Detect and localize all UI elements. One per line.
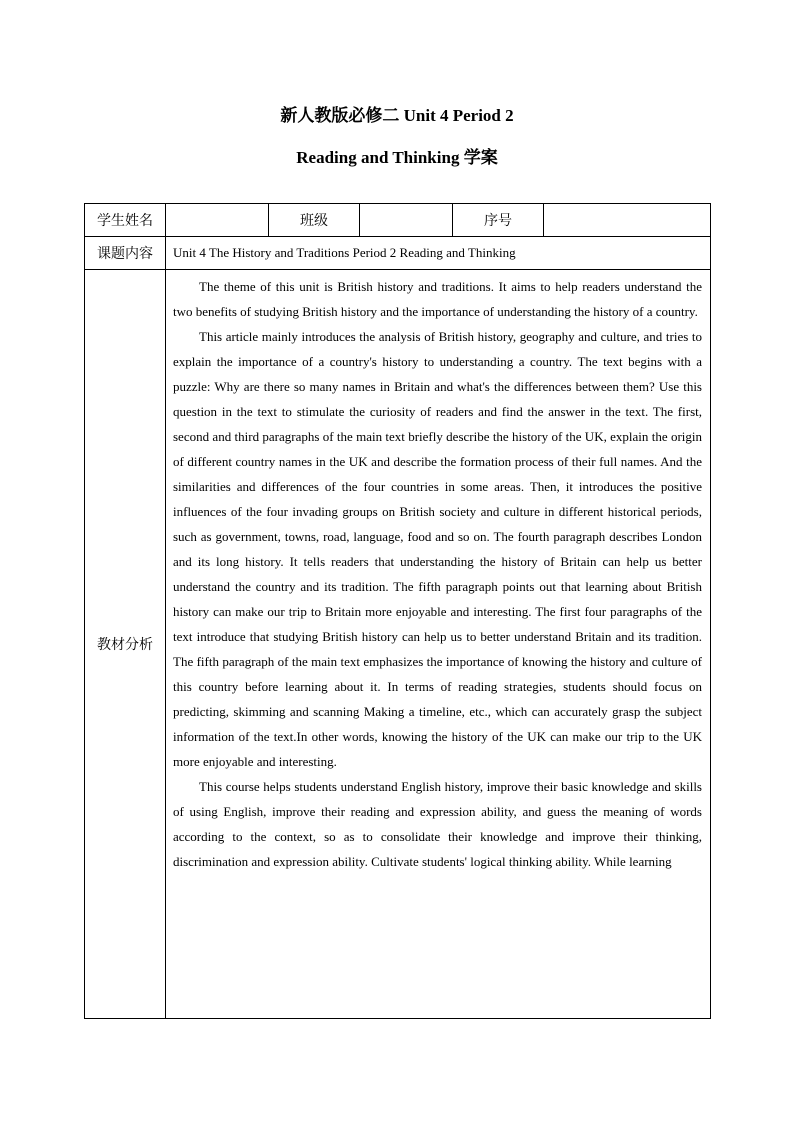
topic-value: Unit 4 The History and Traditions Period 2 Reading and Thinking bbox=[166, 237, 711, 270]
analysis-paragraph: This article mainly introduces the analysis of British history, geography and culture, and tries to explain the importance of a country's history to understanding a country. The text begins with a puzzle: Why are there so many names in Britain and what's the differences between them? Use this question in the text to stimulate the curiosity of readers and find the answer in the text. The first, second and third paragraphs of the main text briefly describe the history of the UK, explain the origin of different country names in the UK and describe the formation process of their full names. And the similarities and differences of the four countries in some areas. Then, it introduces the positive influences of the four invading groups on British society and culture in different historical periods, such as government, towns, road, language, food and so on. The fourth paragraph describes London and its long history. It tells readers that understanding the history of Britain can help us better understand the country and its tradition. The fifth paragraph points out that learning about British history can make our trip to Britain more enjoyable and interesting. The first four paragraphs of the text introduce that studying British history can help us to better understand Britain and its tradition. The fifth paragraph of the main text emphasizes the importance of knowing the history and culture of this country before learning about it. In terms of reading strategies, students should focus on predicting, skimming and scanning Making a timeline, etc., which can accurately grasp the subject information of the text.In other words, knowing the history of the UK can make our trip to the UK more enjoyable and interesting. bbox=[173, 329, 702, 769]
document-title: 新人教版必修二 Unit 4 Period 2 bbox=[280, 106, 514, 125]
topic-label: 课题内容 bbox=[85, 237, 166, 270]
topic-row bbox=[85, 237, 711, 270]
class-field[interactable] bbox=[360, 204, 453, 237]
student-info-row bbox=[85, 204, 711, 237]
seat-number-field[interactable] bbox=[544, 204, 711, 237]
analysis-paragraph: The theme of this unit is British history and traditions. It aims to help readers understand the two benefits of studying British history and the importance of understanding the history of a country. bbox=[173, 279, 702, 319]
student-name-field[interactable] bbox=[166, 204, 269, 237]
class-label: 班级 bbox=[269, 204, 360, 237]
student-name-label: 学生姓名 bbox=[85, 204, 166, 237]
textbook-analysis-label: 教材分析 bbox=[85, 270, 166, 1019]
analysis-row bbox=[85, 270, 711, 1019]
analysis-paragraph: This course helps students understand English history, improve their basic knowledge and skills of using English, improve their reading and expression ability, and guess the meaning of words according to the context, so as to consolidate their knowledge and improve their thinking, discrimination and expression ability. Cultivate students' logical thinking ability. While learning bbox=[173, 779, 702, 869]
seat-number-label: 序号 bbox=[453, 204, 544, 237]
document-subtitle: Reading and Thinking 学案 bbox=[296, 148, 498, 167]
lesson-plan-table bbox=[84, 203, 711, 1019]
textbook-analysis-content bbox=[166, 270, 711, 1019]
